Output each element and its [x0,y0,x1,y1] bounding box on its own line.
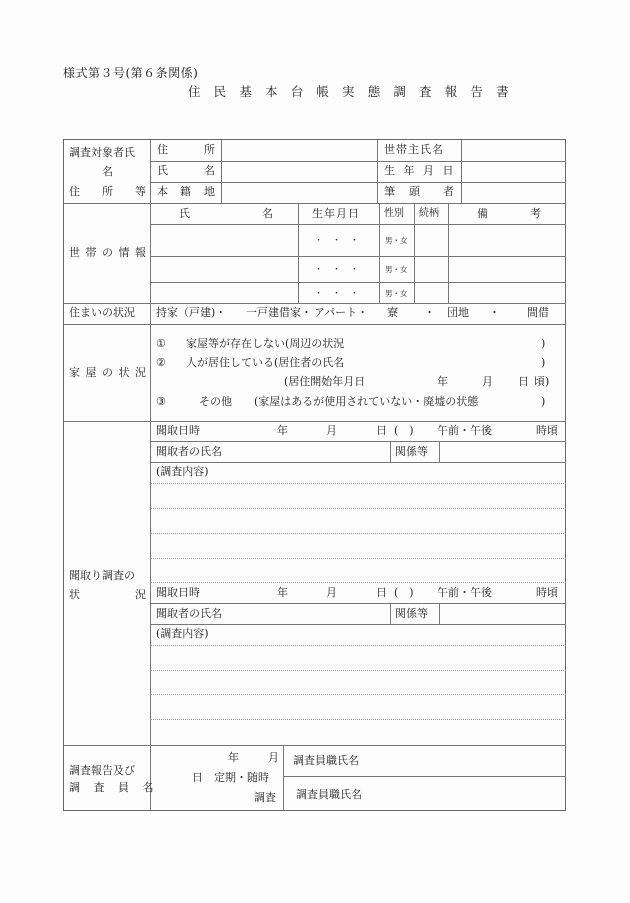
residence-option[interactable]: 間借 [527,306,549,319]
domicile-label-c: 地 [204,185,215,198]
house-label: 家 屋 の 状 況 [69,366,147,379]
head-field[interactable] [462,183,566,203]
relation-label: 関係等 [395,445,428,458]
month-label: 月 [326,586,337,599]
subject-label-3a: 住 [69,185,80,198]
item3-detail: (家屋はあるが使用されていない・廃墟の状態 [254,395,479,408]
day-label: 日 [518,375,529,388]
col-remarks-header: 備 [477,207,488,220]
subject-label: 調査対象者氏 [69,146,135,159]
content-label: (調査内容) [156,465,209,478]
divider [64,324,566,325]
document-title: 住 民 基 本 台 帳 実 態 調 査 報 告 書 [188,84,514,99]
year-label: 年 [277,586,288,599]
report-label-2: 調 査 員 名 [69,781,159,794]
weekday-paren: ( ) [394,424,414,437]
sex-option[interactable]: 男・女 [385,236,408,245]
residence-option[interactable]: 寮 [387,306,398,319]
sex-option[interactable]: 男・女 [385,289,408,298]
survey-type-option[interactable]: 定期・随時 [214,771,269,784]
hour-label: 時頃 [536,424,558,437]
address-label: 住 [157,143,168,156]
hour-label: 時頃 [536,586,558,599]
head-label: 筆 [384,185,395,198]
separator-dot: ・ [424,306,435,319]
birthdate-dots: ・ ・ ・ [314,265,360,275]
form-number: 様式第３号(第６条関係) [63,66,199,80]
day-label: 日 [376,424,387,437]
domicile-field[interactable] [222,183,377,203]
year-label: 年 [437,375,448,388]
residence-option[interactable]: アパート・ [314,306,369,319]
report-year: 年 [228,751,239,764]
content-label: (調査内容) [156,627,209,640]
interview-label: 聞取り調査の [69,569,135,582]
report-day: 日 [192,771,203,784]
ampm-option[interactable]: 午前・午後 [437,586,492,599]
interviewee-label: 聞取者の氏名 [156,607,222,620]
datetime-label: 聞取日時 [156,424,200,437]
col-birth-header: 生年月日 [312,207,360,220]
relation-label: 関係等 [395,607,428,620]
name-field[interactable] [222,162,377,182]
ampm-option[interactable]: 午前・午後 [437,424,492,437]
subject-label-3c: 等 [135,185,146,198]
birthdate-label: 生 年 月 日 [384,164,456,177]
birthdate-dots: ・ ・ ・ [314,289,360,299]
domicile-label-b: 籍 [180,185,191,198]
residence-option[interactable]: 一戸建借家・ [246,306,312,319]
item3-number: ③ [156,395,166,408]
year-label: 年 [277,424,288,437]
divider [150,140,151,811]
subject-label-3b: 所 [102,185,113,198]
report-label: 調査報告及び [69,764,135,777]
survey-form-table [63,139,566,811]
weekday-paren: ( ) [394,586,414,599]
item1-number: ① [156,337,166,350]
separator-dot: ・ [489,306,500,319]
item3-close: ) [541,395,546,408]
birthdate-field[interactable] [462,162,566,182]
month-label: 月 [326,424,337,437]
report-month: 月 [268,751,279,764]
address-field[interactable] [222,140,377,161]
divider [64,421,566,422]
divider [64,745,566,746]
house-item-1[interactable]: 家屋等が存在しない(周辺の状況 [186,337,345,350]
col-relation-header: 続柄 [419,208,439,219]
col-name-header-b: 名 [262,207,273,220]
item2-close: ) [541,356,546,369]
head-label-c: 者 [443,185,454,198]
residence-option[interactable]: 団地 [447,306,469,319]
interview-label-2a: 状 [69,588,80,601]
head-label-b: 頭 [409,185,420,198]
item2-number: ② [156,356,166,369]
survey-type-suffix: 調査 [254,791,276,804]
col-name-header: 氏 [179,207,190,220]
investigator-label-1: 調査員職氏名 [293,754,359,767]
residence-option[interactable]: 持家（戸建)・ [156,306,227,319]
address-label-b: 所 [204,143,215,156]
divider [64,203,566,204]
datetime-label: 聞取日時 [156,586,200,599]
house-item-2[interactable]: 人が居住している(居住者の氏名 [186,356,345,369]
col-remarks-header-b: 考 [530,207,541,220]
investigator-label-2: 調査員職氏名 [296,788,362,801]
month-label: 月 [482,375,493,388]
residence-start-label: (居住開始年月日 [284,375,366,388]
divider [64,303,566,304]
house-item-3[interactable]: その他 [199,395,232,408]
sex-option[interactable]: 男・女 [385,265,408,274]
day-label: 日 [376,586,387,599]
household-label: 世 帯 の 情 報 [69,246,147,259]
name-label-b: 名 [204,164,215,177]
householder-label: 世帯主氏名 [384,143,444,156]
interview-label-2b: 況 [135,588,146,601]
birthdate-dots: ・ ・ ・ [314,236,360,246]
domicile-label: 本 [157,185,168,198]
name-label: 氏 [157,164,168,177]
householder-field[interactable] [462,140,566,161]
item1-close: ) [541,337,546,350]
about-label: 頃) [534,375,550,388]
subject-label-2: 名 [102,165,113,178]
col-sex-header: 性別 [384,208,404,219]
interviewee-label: 聞取者の氏名 [156,445,222,458]
residence-label: 住まいの状況 [69,306,135,319]
